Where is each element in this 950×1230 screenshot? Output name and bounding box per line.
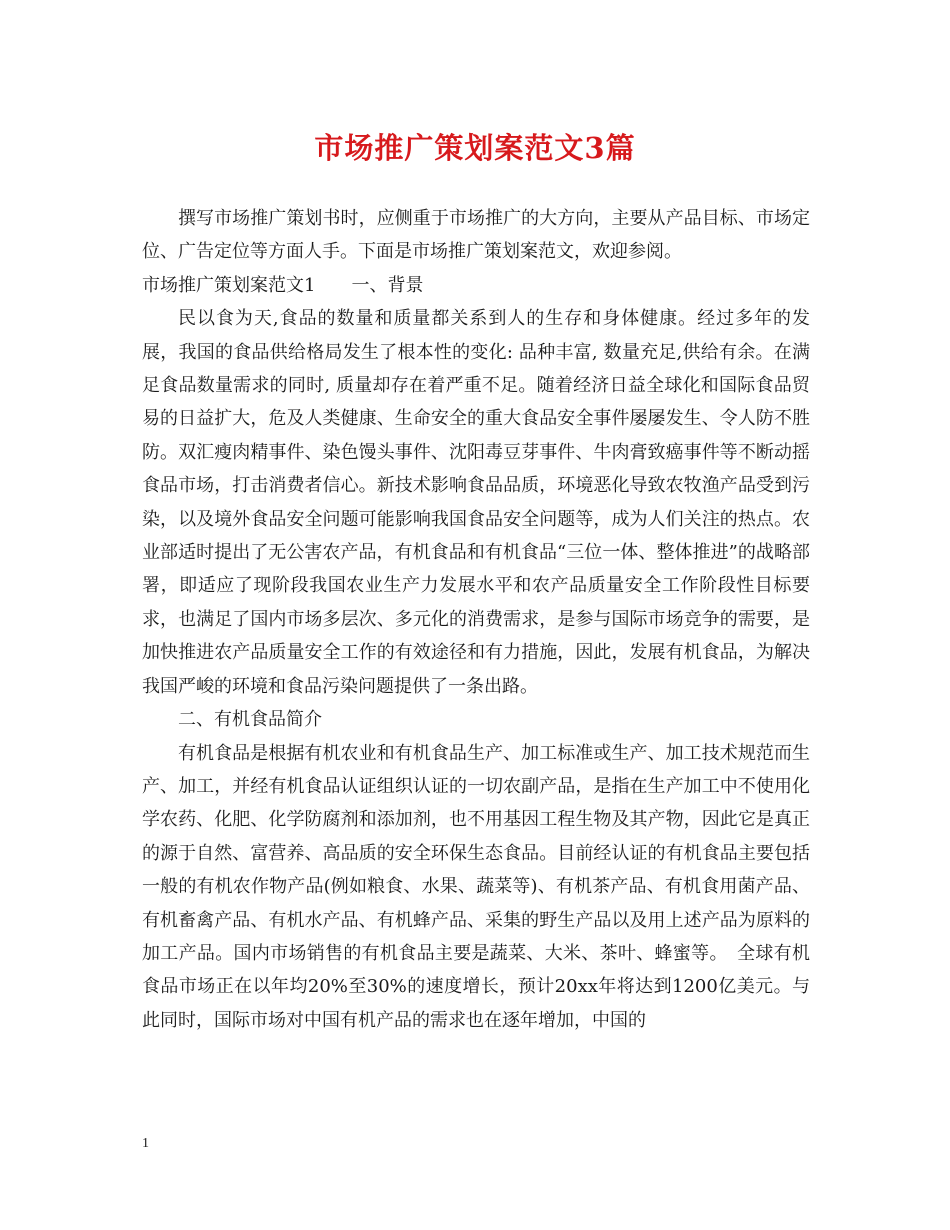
document-body [142, 202, 810, 1037]
document-title: 市场推广策划案范文3篇 [314, 131, 636, 165]
section-heading: 市场推广策划案范文1 一、背景 [142, 274, 424, 296]
paragraph-background: 民以食为天,食品的数量和质量都关系到人的生存和身体健康。经过多年的发展，我国的食品供给格局发生了根本性的变化: 品种丰富, 数量充足,供给有余。在满足食品数量需求的同时, 质量却存在着严重不足。随着经济日益全球化和国际食品贸易的日益扩大，危及人类健康、生命安全的重大食品安全事件屡屡发生、令人防不胜防。双汇瘦肉精事件、染色馒头事件、沈阳毒豆芽事件、牛肉膏致癌事件等不断动摇食品市场，打击消费者信心。新技术影响食品品质，环境恶化导致农牧渔产品受到污染，以及境外食品安全问题可能影响我国食品安全问题等，成为人们关注的热点。农业部适时提出了无公害农产品，有机食品和有机食品“三位一体、整体推进”的战略部署，即适应了现阶段我国农业生产力发展水平和农产品质量安全工作阶段性目标要求，也满足了国内市场多层次、多元化的消费需求，是参与国际市场竞争的需要，是加快推进农产品质量安全工作的有效途径和有力措施，因此，发展有机食品，为解决我国严峻的环境和食品污染问题提供了一条出路。 [142, 308, 810, 697]
paragraph-organic-food: 有机食品是根据有机农业和有机食品生产、加工标准或生产、加工技术规范而生产、加工，并经有机食品认证组织认证的一切农副产品，是指在生产加工中不使用化学农药、化肥、化学防腐剂和添加剂，也不用基因工程生物及其产物，因此它是真正的源于自然、富营养、高品质的安全环保生态食品。目前经认证的有机食品主要包括一般的有机农作物产品(例如粮食、水果、蔬菜等)、有机茶产品、有机食用菌产品、有机畜禽产品、有机水产品、有机蜂产品、采集的野生产品以及用上述产品为原料的加工产品。国内市场销售的有机食品主要是蔬菜、大米、茶叶、蜂蜜等。 全球有机食品市场正在以年均20%至30%的速度增长，预计20xx年将达到1200亿美元。与此同时，国际市场对中国有机产品的需求也在逐年增加，中国的 [142, 742, 810, 1031]
page-number: 1 [142, 1136, 149, 1151]
subheading-organic-food: 二、有机食品简介 [178, 709, 322, 731]
paragraph-intro: 撰写市场推广策划书时，应侧重于市场推广的大方向，主要从产品目标、市场定位、广告定位等方面人手。下面是市场推广策划案范文，欢迎参阅。 [142, 208, 810, 263]
